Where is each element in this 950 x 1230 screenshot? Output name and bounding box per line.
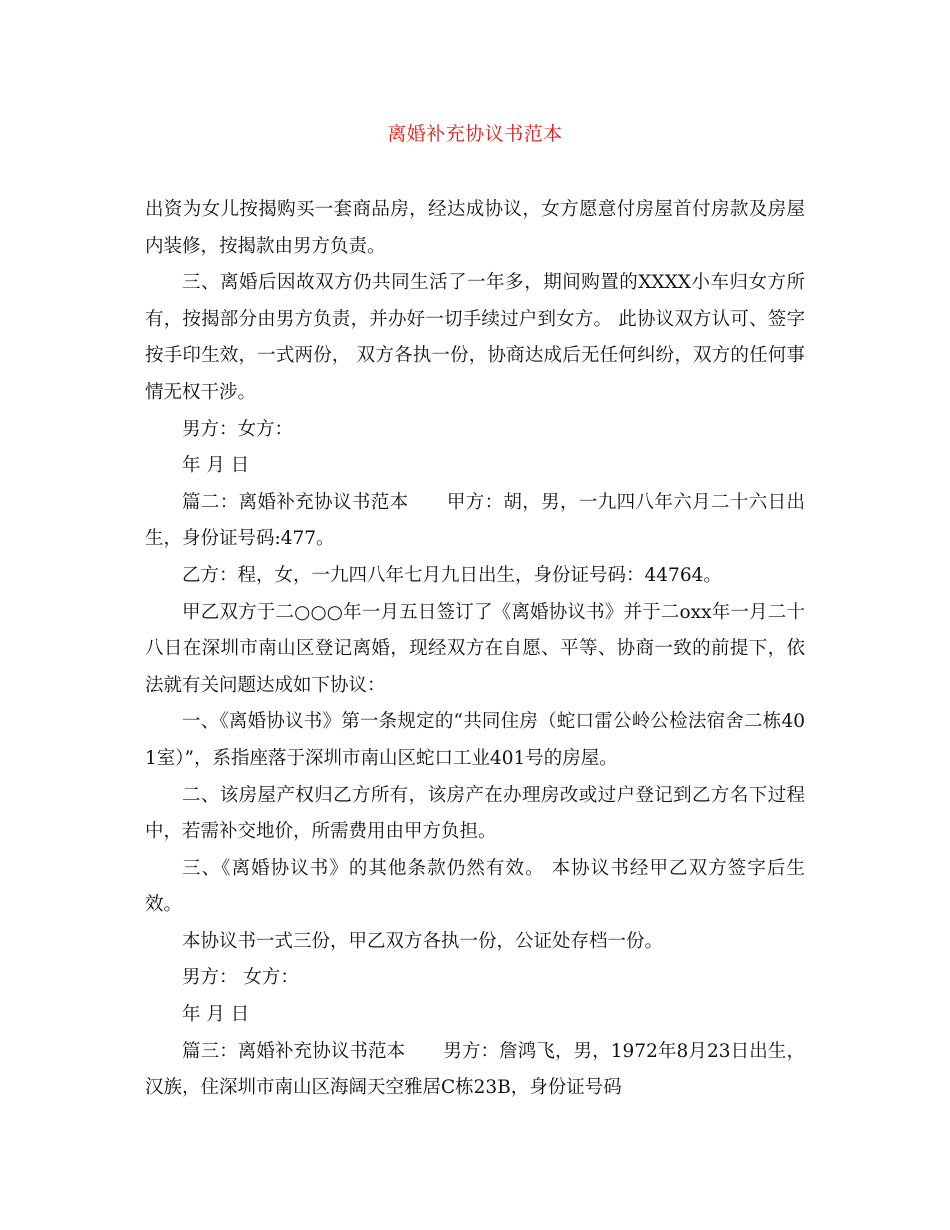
document-body (145, 192, 805, 1107)
date-line-1 (145, 448, 805, 485)
paragraph-text: 出资为女儿按揭购买一套商品房，经达成协议，女方愿意付房屋首付房款及房屋内装修，按揭款由男方负责。 (145, 199, 805, 257)
paragraph-text: 男方：女方： (182, 418, 294, 440)
paragraph-1 (145, 192, 805, 265)
paragraph-copies (145, 924, 805, 961)
document-title: 离婚补充协议书范本 (387, 123, 563, 145)
paragraph-party-b (145, 558, 805, 595)
paragraph-text: 男方： 女方： (182, 967, 299, 989)
paragraph-text: 三、《离婚协议书》的其他条款仍然有效。 本协议书经甲乙双方签字后生效。 (145, 857, 805, 916)
paragraph-text: 甲乙双方于二○○○年一月五日签订了《离婚协议书》并于二oxx年一月二十八日在深圳市南山区登记离婚，现经双方在自愿、平等、协商一致的前提下，依法就有关问题达成如下协议： (145, 601, 805, 696)
paragraph-text: 乙方：程，女，一九四八年七月九日出生，身份证号码：44764。 (182, 564, 722, 586)
paragraph-2 (145, 265, 805, 411)
paragraph-text: 年 月 日 (182, 455, 250, 477)
paragraph-text: 甲方：胡，男，一九四八年六月二十六日出生，身份证号码:477。 (145, 491, 805, 550)
paragraph-preamble (145, 595, 805, 705)
paragraph-text: 一、《离婚协议书》第一条规定的“共同住房（蛇口雷公岭公检法宿舍二栋401室）”，系指座落于深圳市南山区蛇口工业401号的房屋。 (145, 711, 805, 769)
clause-3 (145, 851, 805, 924)
section-label: 篇三：离婚补充协议书范本 (182, 1040, 406, 1062)
section-3-heading (145, 1034, 805, 1107)
date-line-2 (145, 997, 805, 1034)
section-2-heading (145, 485, 805, 558)
clause-1 (145, 704, 805, 777)
paragraph-text: 年 月 日 (182, 1004, 250, 1026)
paragraph-text: 本协议书一式三份，甲乙双方各执一份，公证处存档一份。 (182, 930, 664, 952)
signature-line-2 (145, 960, 805, 997)
signature-line-1 (145, 412, 805, 449)
paragraph-text: 三、离婚后因故双方仍共同生活了一年多，期间购置的XXXX小车归女方所有，按揭部分由男方负责，并办好一切手续过户到女方。 此协议双方认可、签字按手印生效，一式两份， 双方各执一份，协商达成后无任何纠纷，双方的任何事情无权干涉。 (145, 272, 805, 403)
paragraph-text: 二、该房屋产权归乙方所有，该房产在办理房改或过户登记到乙方名下过程中，若需补交地价，所需费用由甲方负担。 (145, 784, 805, 843)
clause-2 (145, 778, 805, 851)
section-label: 篇二：离婚补充协议书范本 (182, 491, 409, 513)
paragraph-text: 男方：詹鸿飞，男，1972年8月23日出生，汉族，住深圳市南山区海阔天空雅居C栋23B，身份证号码 (145, 1040, 805, 1099)
